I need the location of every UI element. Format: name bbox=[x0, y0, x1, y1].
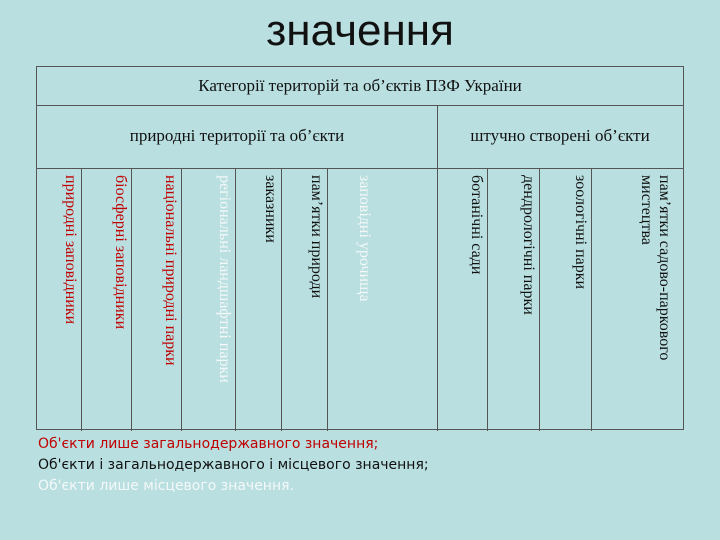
column-label: національні природні парки bbox=[162, 175, 179, 366]
legend-state-only: Об'єкти лише загальнодержавного значення; bbox=[38, 436, 379, 452]
column-national-parks bbox=[131, 169, 181, 431]
column-dendrological-parks bbox=[487, 169, 539, 431]
column-landscape-art-monuments bbox=[591, 169, 683, 431]
column-protected-tracts bbox=[327, 169, 437, 431]
slide-title: значення bbox=[266, 6, 454, 55]
column-label: ботанічні сади bbox=[468, 175, 485, 275]
column-label: заповідні урочища bbox=[356, 175, 373, 302]
column-nature-monuments bbox=[281, 169, 327, 431]
column-label: пам’ятки садово-паркового мистецтва bbox=[638, 175, 673, 361]
column-label: заказники bbox=[262, 175, 279, 243]
column-zoological-parks bbox=[539, 169, 591, 431]
legend-state-and-local: Об'єкти і загальнодержавного і місцевого значення; bbox=[38, 457, 429, 473]
column-label: біосферні заповідники bbox=[112, 175, 129, 330]
column-biosphere-reserves bbox=[81, 169, 131, 431]
column-nature-reserves bbox=[37, 169, 81, 431]
legend bbox=[38, 434, 678, 497]
column-zakazniki bbox=[235, 169, 281, 431]
group-artificial-header: штучно створені об’єкти bbox=[470, 126, 650, 145]
column-label: дендрологічні парки bbox=[520, 175, 537, 315]
group-natural-header: природні території та об’єкти bbox=[129, 126, 345, 145]
column-label: пам’ятки природи bbox=[308, 175, 325, 299]
column-botanical-gardens bbox=[437, 169, 487, 431]
column-label: регіональні ландшафтні парки bbox=[216, 175, 233, 383]
column-regional-landscape-parks bbox=[181, 169, 235, 431]
column-label: природні заповідники bbox=[62, 175, 79, 325]
column-label: зоологічні парки bbox=[572, 175, 589, 290]
pzf-categories-table bbox=[36, 66, 684, 430]
table-header: Категорії територій та об’єктів ПЗФ України bbox=[198, 76, 522, 95]
legend-local-only: Об'єкти лише місцевого значення. bbox=[38, 478, 294, 494]
